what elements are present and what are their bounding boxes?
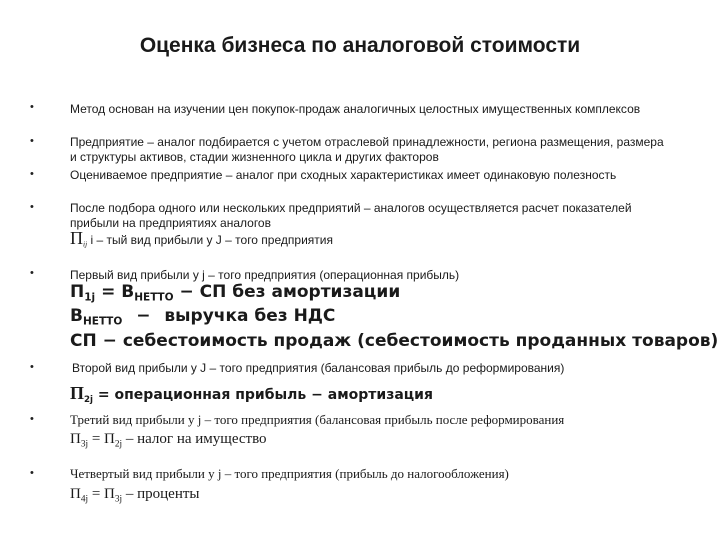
formula-minus: − bbox=[311, 387, 323, 403]
formula-b-symbol: В bbox=[121, 282, 135, 302]
formula-lhs: СП bbox=[70, 331, 97, 351]
formula-lhs-sub: 4j bbox=[80, 494, 89, 505]
formula-rhs-sub: 3j bbox=[114, 494, 123, 505]
formula-eq: = П bbox=[91, 486, 115, 502]
formula-rhs-sub: 2j bbox=[114, 439, 123, 450]
formula-minus: − bbox=[179, 282, 194, 302]
pi-subscript: ij bbox=[83, 239, 88, 249]
formula-rest: – проценты bbox=[122, 486, 200, 502]
list-item-text: Второй вид прибыли у J – того предприятия (балансовая прибыль до реформирования) bbox=[72, 361, 565, 375]
formula-b-symbol: В bbox=[70, 306, 83, 326]
formula-lhs-sub: 2j bbox=[84, 395, 94, 406]
formula-lhs-sub: 3j bbox=[80, 439, 89, 450]
formula-eq: = П bbox=[91, 431, 115, 447]
bullet-marker: • bbox=[30, 101, 34, 113]
formula-lhs-symbol: П bbox=[70, 486, 81, 502]
formula-rest: СП без амортизации bbox=[199, 282, 401, 302]
formula-rest: себестоимость продаж (себестоимость проданных товаров) bbox=[122, 331, 719, 351]
formula-minus: − bbox=[136, 306, 151, 326]
pi-symbol: П bbox=[70, 228, 83, 248]
formula-lhs-symbol: П bbox=[70, 383, 85, 403]
page-title: Оценка бизнеса по аналоговой стоимости bbox=[139, 34, 581, 57]
bullet-marker: • bbox=[30, 361, 34, 373]
formula-revenue-def bbox=[70, 306, 335, 328]
bullet-marker: • bbox=[30, 168, 34, 180]
formula-balance-profit bbox=[70, 383, 433, 405]
bullet-marker: • bbox=[30, 201, 34, 213]
bullet-marker: • bbox=[30, 135, 34, 147]
bullet-marker: • bbox=[30, 267, 34, 279]
formula-cost-def bbox=[70, 331, 718, 351]
pij-description: i – тый вид прибыли у J – того предприятия bbox=[90, 233, 333, 247]
list-item-text: Четвертый вид прибыли у j – того предприятия (прибыль до налогообложения) bbox=[70, 466, 509, 481]
formula-b-sub: НЕТТО bbox=[134, 291, 174, 304]
formula-after-reform bbox=[70, 431, 267, 449]
list-item-text: Первый вид прибыли у j – того предприятия (операционная прибыль) bbox=[70, 268, 460, 282]
formula-rest: выручка без НДС bbox=[164, 306, 336, 326]
formula-lhs-sub: 1j bbox=[84, 291, 96, 304]
formula-operating-profit bbox=[70, 282, 400, 304]
list-item-text: Метод основан на изучении цен покупок-продаж аналогичных целостных имущественных комплексов bbox=[70, 102, 641, 116]
bullet-marker: • bbox=[30, 413, 34, 425]
list-item-text: Оцениваемое предприятие – аналог при сходных характеристиках имеет одинаковую полезность bbox=[70, 168, 617, 182]
bullet-marker: • bbox=[30, 467, 34, 479]
list-item-text: Третий вид прибыли у j – того предприятия (балансовая прибыль после реформирования bbox=[70, 412, 565, 427]
formula-minus: − bbox=[102, 331, 117, 351]
pij-definition bbox=[70, 228, 333, 249]
formula-rest2: амортизация bbox=[327, 387, 433, 403]
formula-eq: = bbox=[101, 282, 116, 302]
formula-pretax bbox=[70, 486, 199, 504]
formula-eq: = bbox=[97, 387, 110, 403]
list-item-text: После подбора одного или нескольких предприятий – аналогов осуществляется расчет показателей прибыли на предприятиях аналогов bbox=[70, 201, 632, 230]
formula-lhs-symbol: П bbox=[70, 282, 85, 302]
formula-rest: – налог на имущество bbox=[122, 431, 267, 447]
formula-b-sub: НЕТТО bbox=[82, 315, 123, 328]
formula-lhs-symbol: П bbox=[70, 431, 81, 447]
formula-rest: операционная прибыль bbox=[114, 387, 307, 403]
list-item-text: Предприятие – аналог подбирается с учетом отраслевой принадлежности, региона размещения, размера и структуры активов, стадии жизненного цикла и других факторов bbox=[70, 135, 664, 164]
